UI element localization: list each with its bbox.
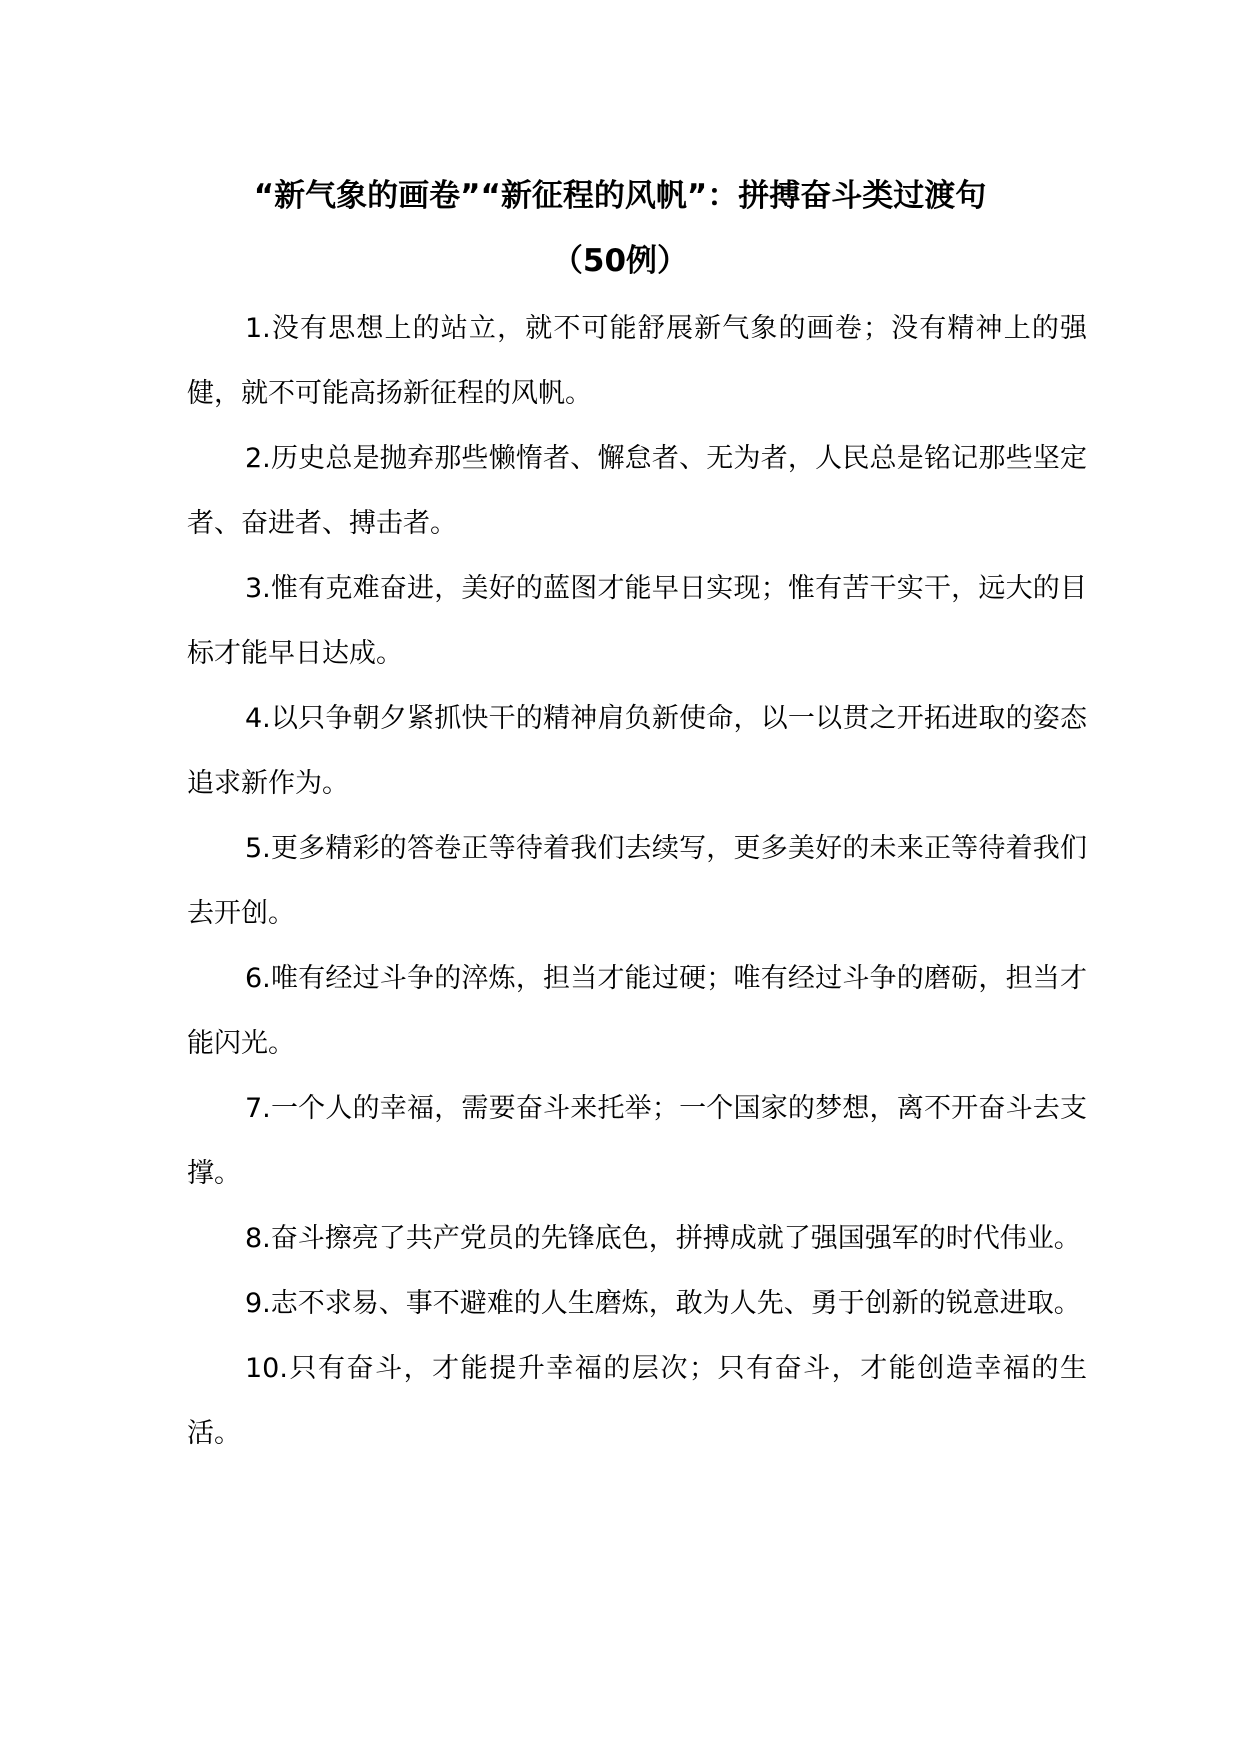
paragraph-9: 9.志不求易、事不避难的人生磨炼，敢为人先、勇于创新的锐意进取。 xyxy=(245,1288,1081,1319)
paragraph-5: 5.更多精彩的答卷正等待着我们去续写，更多美好的未来正等待着我们去开创。 xyxy=(187,833,1087,929)
paragraph-8: 8.奋斗擦亮了共产党员的先锋底色，拼搏成就了强国强军的时代伟业。 xyxy=(245,1223,1081,1254)
paragraph-2: 2.历史总是抛弃那些懒惰者、懈怠者、无为者，人民总是铭记那些坚定者、奋进者、搏击者。 xyxy=(187,443,1087,539)
document-title: “新气象的画卷”“新征程的风帆”：拼搏奋斗类过渡句 xyxy=(253,178,987,214)
paragraph-10: 10.只有奋斗，才能提升幸福的层次；只有奋斗，才能创造幸福的生活。 xyxy=(187,1353,1087,1449)
document-body xyxy=(187,296,1087,1466)
paragraph-4: 4.以只争朝夕紧抓快干的精神肩负新使命，以一以贯之开拓进取的姿态追求新作为。 xyxy=(187,703,1087,799)
paragraph-6: 6.唯有经过斗争的淬炼，担当才能过硬；唯有经过斗争的磨砺，担当才能闪光。 xyxy=(187,963,1087,1059)
paragraph-7: 7.一个人的幸福，需要奋斗来托举；一个国家的梦想，离不开奋斗去支撑。 xyxy=(187,1093,1087,1189)
paragraph-1: 1.没有思想上的站立，就不可能舒展新气象的画卷；没有精神上的强健，就不可能高扬新征程的风帆。 xyxy=(187,313,1087,409)
paragraph-3: 3.惟有克难奋进，美好的蓝图才能早日实现；惟有苦干实干，远大的目标才能早日达成。 xyxy=(187,573,1087,669)
document-subtitle: （50例） xyxy=(551,243,689,279)
